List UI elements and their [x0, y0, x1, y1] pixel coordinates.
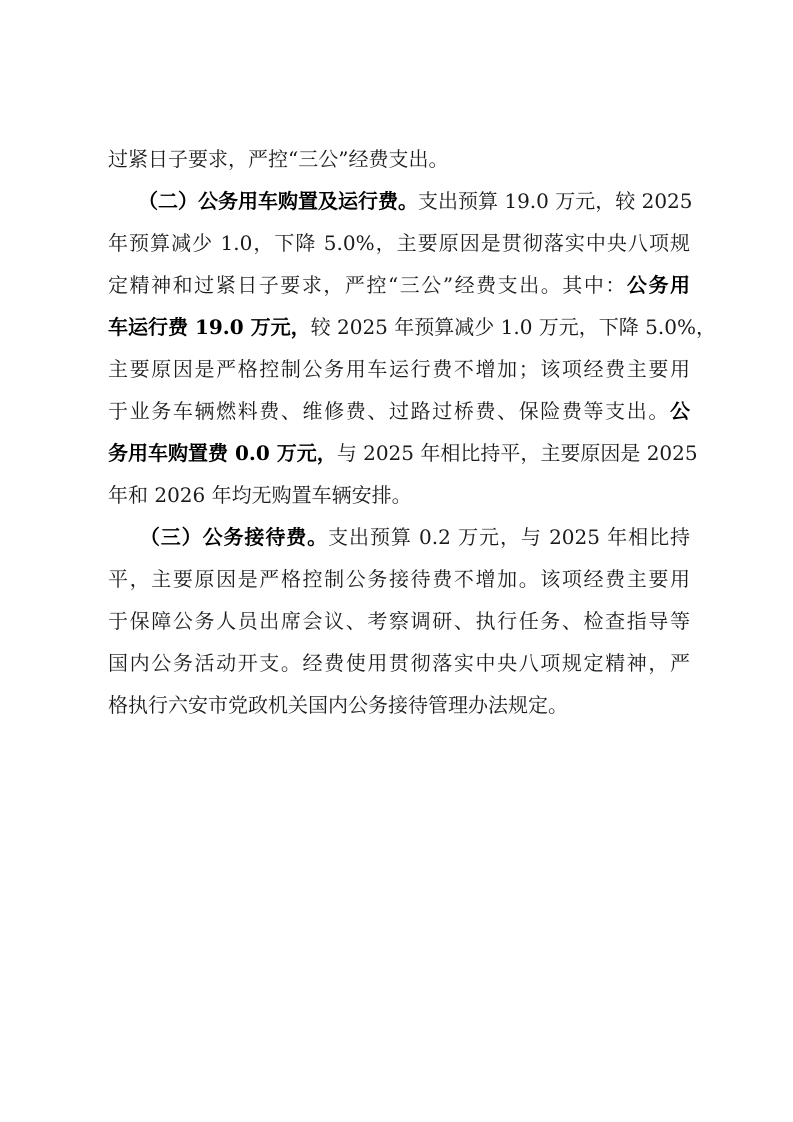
section-heading: （三）公务接待费。 [149, 525, 329, 549]
bold-segment: 公务用 [626, 273, 690, 297]
text-segment: 国内公务活动开支。经费使用贯彻落实中央八项规定精神，严 [108, 651, 690, 675]
text-line [108, 520, 690, 554]
text-line [108, 688, 690, 722]
text-line [108, 142, 690, 176]
text-line [108, 646, 690, 680]
text-segment: 年和 2026 年均无购置车辆安排。 [108, 483, 412, 507]
bold-segment: 公 [670, 399, 690, 423]
text-segment: 于业务车辆燃料费、维修费、过路过桥费、保险费等支出。 [108, 399, 670, 423]
bold-segment: 务用车购置费 0.0 万元， [108, 441, 337, 465]
bold-segment: 车运行费 19.0 万元， [108, 315, 311, 339]
text-line [108, 436, 698, 470]
text-segment: 平，主要原因是严格控制公务接待费不增加。该项经费主要用 [108, 567, 690, 591]
text-segment: 较 2025 年预算减少 1.0 万元，下降 5.0%， [310, 315, 716, 339]
text-line [108, 226, 690, 260]
text-segment: 定精神和过紧日子要求，严控“三公”经费支出。其中： [108, 273, 627, 297]
indent [108, 525, 150, 549]
text-line [108, 562, 690, 596]
text-segment: 于保障公务人员出席会议、考察调研、执行任务、检查指导等 [108, 609, 690, 633]
section-heading: （二）公务用车购置及运行费。 [148, 189, 418, 213]
text-segment: 与 2025 年相比持平，主要原因是 2025 [336, 441, 698, 465]
text-line [108, 310, 716, 344]
text-line [108, 478, 690, 512]
text-line [108, 352, 690, 386]
text-line [108, 268, 690, 302]
text-segment: 主要原因是严格控制公务用车运行费不增加；该项经费主要用 [108, 357, 690, 381]
text-line [108, 394, 690, 428]
text-segment: 年预算减少 1.0，下降 5.0%，主要原因是贯彻落实中央八项规 [108, 231, 690, 255]
text-segment: 支出预算 19.0 万元，较 2025 [418, 189, 693, 213]
text-line [108, 604, 690, 638]
text-segment: 支出预算 0.2 万元，与 2025 年相比持 [328, 525, 691, 549]
text-line [108, 184, 693, 218]
text-segment: 过紧日子要求，严控“三公”经费支出。 [108, 147, 449, 171]
text-segment: 格执行六安市党政机关国内公务接待管理办法规定。 [108, 693, 568, 717]
indent [108, 189, 148, 213]
